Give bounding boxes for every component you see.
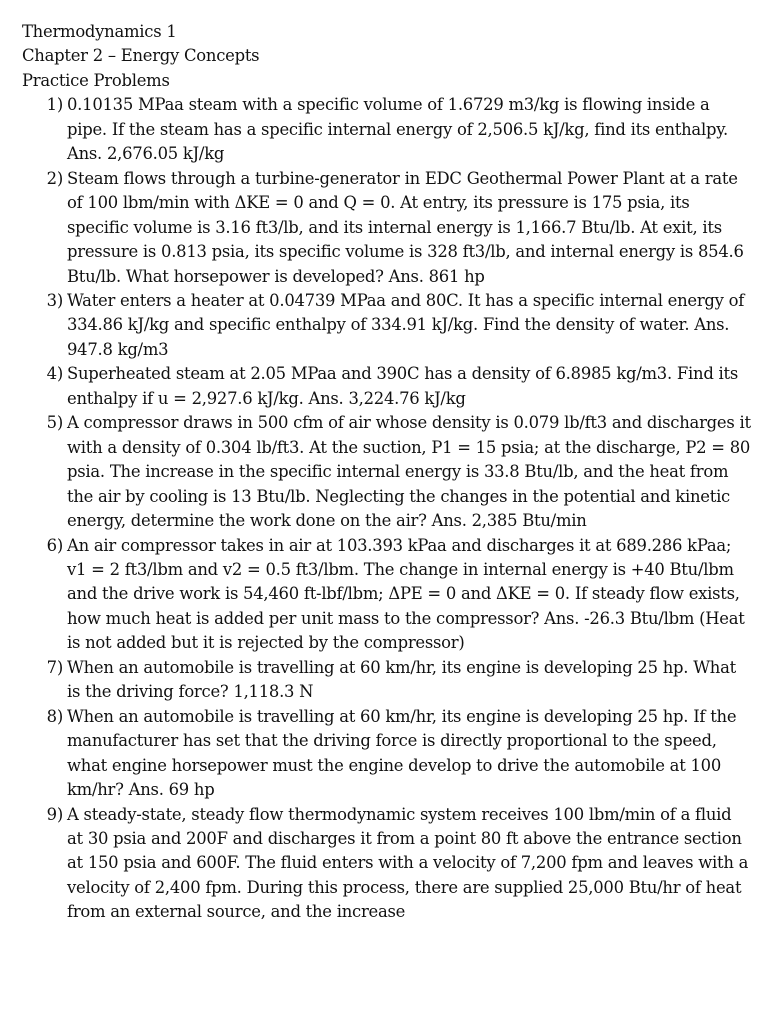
problem-text: When an automobile is travelling at 60 km/hr, its engine is developing 25 hp. If the manufacturer has set that the driving force is directly proportional to the speed, what engine horsepower must the engine develop to drive the automobile at 100 km/hr? Ans. 69 hp [67, 706, 737, 800]
problem-text: A steady-state, steady flow thermodynamic system receives 100 lbm/min of a fluid at 30 psia and 200F and discharges it from a point 80 ft above the entrance section at 150 psia and 600F. The fluid enters with a velocity of 7,200 fpm and leaves with a velocity of 2,400 fpm. During this process, there are supplied 25,000 Btu/hr of heat from an external source, and the increase [67, 804, 749, 922]
problem-text: Superheated steam at 2.05 MPaa and 390C has a density of 6.8985 kg/m3. Find its enthalpy if u = 2,927.6 kJ/kg. Ans. 3,224.76 kJ/kg [67, 364, 739, 408]
problem-item [22, 534, 752, 656]
problem-item [22, 289, 752, 362]
problem-text: When an automobile is travelling at 60 km/hr, its engine is developing 25 hp. What is the driving force? 1,118.3 N [67, 657, 736, 702]
problem-item [22, 705, 752, 803]
problem-text: 0.10135 MPaa steam with a specific volume of 1.6729 m3/kg is flowing inside a pipe. If the steam has a specific internal energy of 2,506.5 kJ/kg, find its enthalpy. Ans. 2,676.05 kJ/kg [67, 95, 728, 164]
problem-text: A compressor draws in 500 cfm of air whose density is 0.079 lb/ft3 and discharges it with a density of 0.304 lb/ft3. At the suction, P1 = 15 psia; at the discharge, P2 = 80 psia. The increase in the specific internal energy is 33.8 Btu/lb, and the heat from the air by cooling is 13 Btu/lb. Neglecting the changes in the potential and kinetic energy, determine the work done on the air? Ans. 2,385 Btu/min [67, 413, 751, 531]
problem-number: 1) [46, 95, 63, 115]
problem-number: 2) [46, 168, 63, 188]
problem-text: Water enters a heater at 0.04739 MPaa and 80C. It has a specific internal energy of 334.86 kJ/kg and specific enthalpy of 334.91 kJ/kg. Find the density of water. Ans. 947.8 kg/m3 [67, 290, 745, 359]
problem-number: 3) [46, 290, 63, 310]
document-page [22, 20, 752, 925]
course-title: Thermodynamics 1 [22, 22, 177, 41]
problem-number: 9) [46, 804, 63, 824]
problem-item [22, 411, 752, 533]
section-title: Practice Problems [22, 70, 170, 90]
problem-item [22, 93, 752, 166]
problem-number: 8) [46, 706, 63, 726]
problem-number: 7) [46, 657, 63, 677]
problem-text: An air compressor takes in air at 103.393 kPaa and discharges it at 689.286 kPaa; v1 = 2 ft3/lbm and v2 = 0.5 ft3/lbm. The change in internal energy is +40 Btu/lbm and the drive work is 54,460 ft-lbf/lbm; ΔPE = 0 and ΔKE = 0. If steady flow exists, how much heat is added per unit mass to the compressor? Ans. -26.3 Btu/lbm (Heat is not added but it is rejected by the compressor) [67, 535, 745, 653]
problem-item [22, 656, 752, 705]
problem-item [22, 803, 752, 925]
problem-number: 6) [46, 535, 63, 555]
problem-text: Steam flows through a turbine-generator in EDC Geothermal Power Plant at a rate of 100 lbm/min with ΔKE = 0 and Q = 0. At entry, its pressure is 175 psia, its specific volume is 3.16 ft3/lb, and its internal energy is 1,166.7 Btu/lb. At exit, its pressure is 0.813 psia, its specific volume is 328 ft3/lb, and internal energy is 854.6 Btu/lb. What horsepower is developed? Ans. 861 hp [67, 168, 744, 286]
problem-list [22, 93, 752, 924]
chapter-title: Chapter 2 – Energy Concepts [22, 46, 260, 66]
problem-number: 5) [46, 413, 63, 433]
problem-item [22, 167, 752, 289]
problem-item [22, 362, 752, 411]
problem-number: 4) [46, 364, 63, 384]
